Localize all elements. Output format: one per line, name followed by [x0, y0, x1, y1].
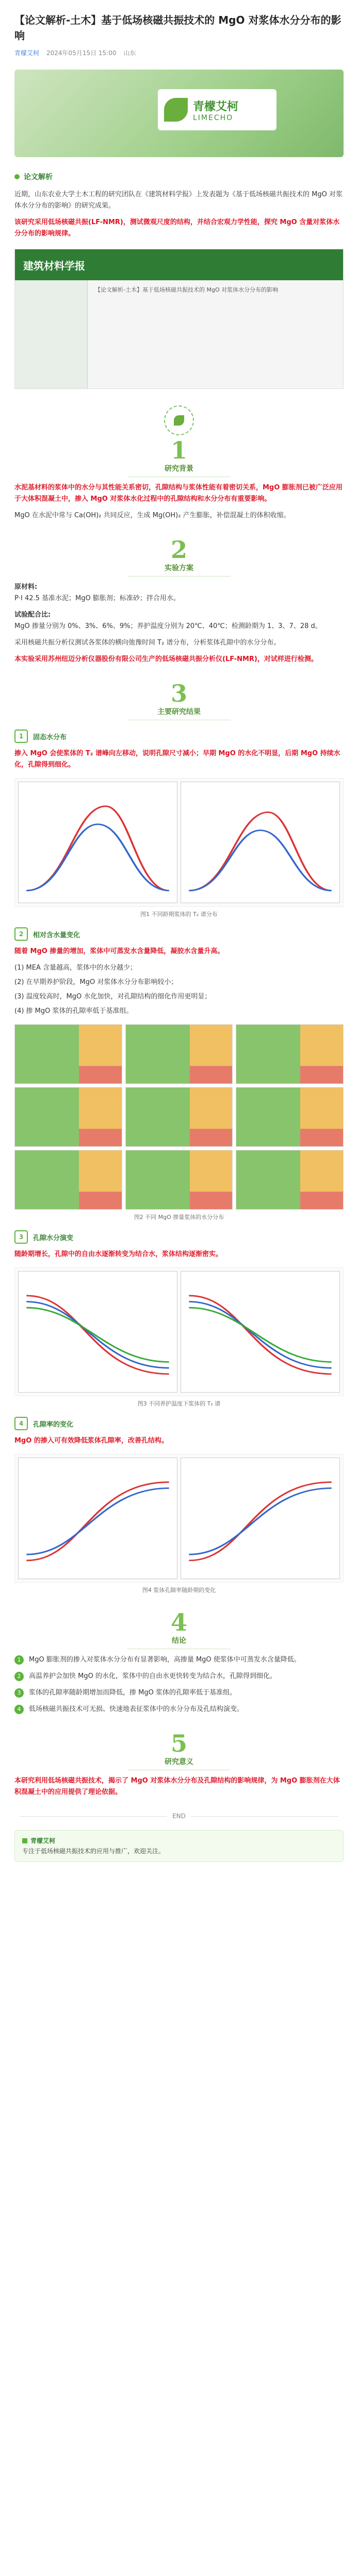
background-text: 水泥基材料的浆体中的水分与其性能关系密切，孔隙结构与浆体性能有着密切关系，MgO 膨胀剂已被广泛应用于大体积混凝土中，掺入 MgO 对浆体水化过程中的孔隙结构和水分分布有重要影响。	[14, 484, 343, 503]
section-4-title: 结论	[172, 1637, 186, 1645]
section-2-title: 实验方案	[165, 564, 193, 572]
phase-plot	[125, 1087, 233, 1147]
figure-2-caption: 图2 不同 MgO 掺量浆体的水分分布	[134, 1214, 224, 1221]
figure-4-plot-a	[18, 1458, 177, 1579]
subsection-1: 1 固态水分布	[14, 730, 344, 743]
leaf-emblem-icon	[164, 405, 194, 435]
intro-highlight: 该研究采用低场核磁共振(LF-NMR)，测试微观尺度的结构，并结合宏观力学性能，探究 MgO 含量对浆体水分分布的影响规律。	[14, 218, 340, 238]
end-divider	[14, 1810, 344, 1822]
figure-3-plot-a	[18, 1271, 177, 1393]
end-label: END	[172, 1812, 186, 1820]
section-3-title: 主要研究结果	[157, 708, 201, 716]
section-5-title: 研究意义	[165, 1758, 193, 1766]
conclusion-item: 3 浆体的孔隙率随龄期增加而降低，掺 MgO 浆体的孔隙率低于基准组。	[14, 1687, 344, 1699]
journal-content: 【论文解析-土木】基于低场核磁共振技术的 MgO 对浆体水分分布的影响	[95, 286, 279, 293]
section-2-emblem: 2 实验方案	[14, 538, 344, 577]
exp-mix: 试验配合比: MgO 掺量分别为 0%、3%、6%、9%；养护温度分别为 20℃、40℃；检测龄期为 1、3、7、28 d。	[14, 611, 322, 630]
section-1-title: 研究背景	[165, 465, 193, 473]
footer-card: 青檬艾柯 专注于低场核磁共振技术的应用与推广，欢迎关注。	[14, 1830, 344, 1862]
phase-plot	[14, 1087, 122, 1147]
phase-plot	[125, 1024, 233, 1084]
conclusion-item: 2 高温养护会加快 MgO 的水化，浆体中的自由水更快转变为结合水，孔隙得到细化。	[14, 1671, 344, 1682]
brand-name-en: LIMECHO	[193, 113, 234, 122]
sub4-text: MgO 的掺入可有效降低浆体孔隙率，改善孔结构。	[14, 1437, 168, 1445]
section-3-emblem: 3 主要研究结果	[14, 682, 344, 720]
figure-4-plot-b	[181, 1458, 340, 1579]
list-item: (4) 掺 MgO 浆体的孔隙率低于基准组。	[14, 1007, 133, 1015]
phase-plot	[14, 1024, 122, 1084]
journal-header: 建筑材料学报	[15, 249, 343, 280]
phase-plot	[236, 1150, 344, 1210]
figure-4-caption: 图4 浆体孔隙率随龄期的变化	[142, 1587, 216, 1594]
figure-1-caption: 图1 不同龄期浆体的 T₂ 谱分布	[140, 911, 218, 918]
conclusion-item: 4 低场核磁共振技术可无损、快速地表征浆体中的水分分布及孔结构演变。	[14, 1704, 344, 1715]
journal-screenshot	[14, 249, 344, 389]
subsection-4: 4 孔隙率的变化	[14, 1417, 344, 1430]
figure-3-plot-b	[181, 1271, 340, 1393]
sub2-text: 随着 MgO 掺量的增加，浆体中可蒸发水含量降低，凝胶水含量升高。	[14, 947, 224, 955]
intro-header	[14, 170, 344, 184]
exp-materials: 原材料: P·Ⅰ 42.5 基准水泥；MgO 膨胀剂；标准砂；拌合用水。	[14, 583, 180, 602]
intro-header-label: 论文解析	[24, 173, 53, 181]
conclusion-list	[14, 1654, 344, 1715]
figure-4	[14, 1454, 344, 1583]
phase-plot	[236, 1087, 344, 1147]
figure-3-caption: 图3 不同养护温度下浆体的 T₂ 谱	[137, 1400, 221, 1407]
journal-sidebar	[15, 280, 88, 388]
phase-plot	[14, 1150, 122, 1210]
figure-1-plot-b	[181, 782, 340, 903]
findings-list	[14, 962, 344, 1017]
exp-method: 采用核磁共振分析仪测试各浆体的横向弛豫时间 T₂ 谱分布，分析浆体孔隙中的水分分布。	[14, 639, 281, 647]
figure-2-grid	[14, 1024, 344, 1210]
conclusion-item: 1 MgO 膨胀剂的掺入对浆体水分分布有显著影响，高掺量 MgO 使浆体中可蒸发水含量降低。	[14, 1654, 344, 1666]
brand-logo	[158, 89, 276, 130]
section-1-emblem: 1 研究背景	[14, 405, 344, 477]
publish-location: 山东	[123, 49, 136, 57]
phase-plot	[236, 1024, 344, 1084]
brand-name-cn: 青檬艾柯	[193, 100, 239, 113]
account-name[interactable]: 青檬艾柯	[14, 49, 40, 57]
figure-3	[14, 1267, 344, 1396]
bullet-icon	[22, 1838, 27, 1843]
article-meta	[14, 48, 344, 57]
brand-banner	[14, 70, 344, 157]
section-4-emblem: 4 结论	[14, 1611, 344, 1649]
figure-1-plot-a	[18, 782, 177, 903]
subsection-3: 3 孔隙水分演变	[14, 1230, 344, 1244]
subsection-2: 2 相对含水量变化	[14, 927, 344, 941]
significance-text: 本研究利用低场核磁共振技术，揭示了 MgO 对浆体水分分布及孔隙结构的影响规律，为 MgO 膨胀剂在大体积混凝土中的应用提供了理论依据。	[14, 1777, 340, 1796]
list-item: (1) MEA 含量越高，浆体中的水分越少；	[14, 964, 137, 972]
intro-text: 近期，山东农业大学土木工程的研究团队在《建筑材料学报》上发表题为《基于低场核磁共振技术的 MgO 对浆体水分分布的影响》的研究成果。	[14, 191, 343, 210]
background-text-2: MgO 在水泥中常与 Ca(OH)₂ 共同反应，生成 Mg(OH)₂ 产生膨胀，补偿混凝土的体积收缩。	[14, 512, 290, 519]
bullet-icon	[14, 174, 20, 179]
sub1-text: 掺入 MgO 会使浆体的 T₂ 谱峰向左移动，说明孔隙尺寸减小；早期 MgO 的水化不明显，后期 MgO 持续水化，孔隙得到细化。	[14, 750, 340, 769]
leaf-icon	[164, 98, 188, 122]
list-item: (3) 温度较高时，MgO 水化加快，对孔隙结构的细化作用更明显；	[14, 993, 211, 1001]
article-title: 【论文解析-土木】基于低场核磁共振技术的 MgO 对浆体水分分布的影响	[14, 14, 341, 42]
publish-time: 2024年05月15日 15:00	[46, 49, 117, 57]
article-page	[0, 12, 358, 2576]
section-5-emblem: 5 研究意义	[14, 1732, 344, 1770]
list-item: (2) 在早期养护阶段，MgO 对浆体水分分布影响较小；	[14, 978, 178, 986]
phase-plot	[125, 1150, 233, 1210]
figure-1	[14, 778, 344, 907]
exp-instrument: 本实验采用苏州纽迈分析仪器股份有限公司生产的低场核磁共振分析仪(LF-NMR)，对试样进行检测。	[14, 655, 318, 663]
sub3-text: 随龄期增长，孔隙中的自由水逐渐转变为结合水，浆体结构逐渐密实。	[14, 1250, 223, 1258]
